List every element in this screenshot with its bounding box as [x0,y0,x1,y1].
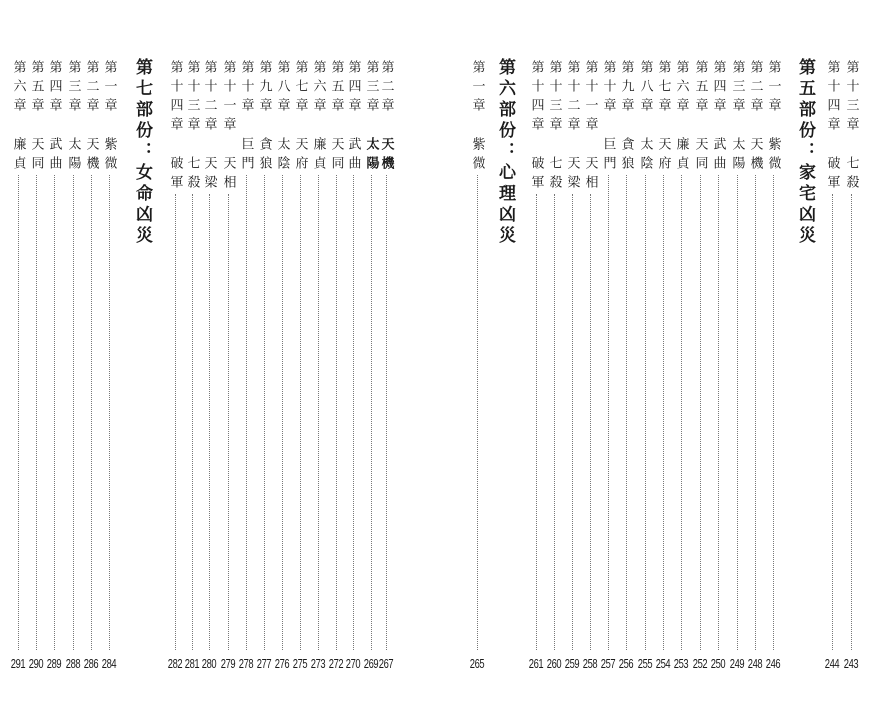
leader-dots [91,175,92,650]
chapter-number: 第二章 [83,60,99,117]
chapter-number: 第六章 [310,60,326,117]
chapter-number: 第三章 [65,60,81,117]
page-number: 250 [710,656,726,671]
toc-entry [581,60,599,650]
toc-entry [377,60,395,650]
chapter-number: 第五章 [28,60,44,117]
page-number: 291 [10,656,26,671]
page-number: 244 [824,656,840,671]
part-heading [796,58,818,251]
leader-dots [371,175,372,650]
toc-entry [45,60,63,650]
chapter-number: 第九章 [256,60,272,117]
toc-entry [764,60,782,650]
leader-dots [336,175,337,650]
chapter-number: 第二章 [378,60,394,117]
toc-entry [842,60,860,650]
page-number: 269 [363,656,379,671]
chapter-number: 第一章 [101,60,117,117]
toc-entry [728,60,746,650]
page-number: 276 [274,656,290,671]
leader-dots [737,175,738,650]
chapter-number: 第八章 [274,60,290,117]
chapter-title: 天府 [655,137,671,175]
chapter-title: 太陽 [65,137,81,175]
toc-entry [599,60,617,650]
chapter-number: 第十二章 [201,60,217,136]
chapter-title: 天機 [378,137,394,175]
toc-entry [691,60,709,650]
toc-entry [545,60,563,650]
leader-dots [572,194,573,650]
chapter-title: 破軍 [167,156,183,194]
leader-dots [73,175,74,650]
page-number: 289 [46,656,62,671]
leader-dots [318,175,319,650]
leader-dots [663,175,664,650]
toc-entry [219,60,237,650]
chapter-number: 第十四章 [528,60,544,136]
toc-entry [237,60,255,650]
part5-title: 第五部份：家宅凶災 [795,58,815,247]
page-number: 281 [184,656,200,671]
chapter-title: 破軍 [528,156,544,194]
chapter-title: 天機 [747,137,763,175]
chapter-number: 第十一章 [582,60,598,136]
toc-entry [823,60,841,650]
leader-dots [54,175,55,650]
chapter-number: 第十四章 [167,60,183,136]
leader-dots [590,194,591,650]
leader-dots [209,194,210,650]
chapter-title: 天機 [83,137,99,175]
toc-entry [344,60,362,650]
toc-entry [746,60,764,650]
chapter-number: 第十一章 [220,60,236,136]
page-number: 272 [328,656,344,671]
toc-entry [200,60,218,650]
toc-entry [327,60,345,650]
toc-entry [64,60,82,650]
chapter-number: 第五章 [692,60,708,117]
chapter-title: 武曲 [46,137,62,175]
chapter-number: 第三章 [729,60,745,117]
chapter-number: 第十三章 [843,60,859,136]
chapter-title: 破軍 [824,156,840,194]
toc-entry [709,60,727,650]
chapter-title: 七殺 [184,156,200,194]
leader-dots [851,194,852,650]
toc-entry [9,60,27,650]
toc-entry [468,60,486,650]
page-number: 258 [582,656,598,671]
toc-entry [166,60,184,650]
page-number: 246 [765,656,781,671]
toc-entry [291,60,309,650]
chapter-number: 第十三章 [184,60,200,136]
leader-dots [554,194,555,650]
chapter-title: 太陰 [274,137,290,175]
chapter-number: 第二章 [747,60,763,117]
chapter-number: 第三章 [363,60,379,117]
toc-entry [100,60,118,650]
page-number: 273 [310,656,326,671]
chapter-title: 廉貞 [673,137,689,175]
leader-dots [536,194,537,650]
leader-dots [353,175,354,650]
page-number: 249 [729,656,745,671]
chapter-number: 第一章 [469,60,485,117]
chapter-title: 天梁 [564,156,580,194]
chapter-title: 天同 [328,137,344,175]
leader-dots [755,175,756,650]
chapter-title: 巨門 [238,137,254,175]
page-number: 248 [747,656,763,671]
chapter-title: 七殺 [843,156,859,194]
part6-title: 第六部份：心理凶災 [495,58,515,247]
leader-dots [264,175,265,650]
leader-dots [773,175,774,650]
toc-entry [617,60,635,650]
toc-entry [654,60,672,650]
page-number: 259 [564,656,580,671]
leader-dots [386,175,387,650]
chapter-number: 第四章 [46,60,62,117]
chapter-title: 貪狼 [618,137,634,175]
chapter-number: 第五章 [328,60,344,117]
chapter-title: 天府 [292,137,308,175]
leader-dots [18,175,19,650]
chapter-number: 第十章 [238,60,254,117]
chapter-title: 天梁 [201,156,217,194]
leader-dots [246,175,247,650]
page-number: 267 [378,656,394,671]
part-heading [496,58,518,251]
leader-dots [718,175,719,650]
chapter-number: 第六章 [673,60,689,117]
toc-entry [255,60,273,650]
part7-title: 第七部份：女命凶災 [132,58,152,247]
chapter-title: 貪狼 [256,137,272,175]
leader-dots [477,175,478,650]
chapter-number: 第一章 [765,60,781,117]
chapter-title: 紫微 [765,137,781,175]
toc-entry [563,60,581,650]
chapter-number: 第七章 [292,60,308,117]
page-number: 257 [600,656,616,671]
toc-entry [183,60,201,650]
toc-entry [309,60,327,650]
page-number: 261 [528,656,544,671]
page-number: 279 [220,656,236,671]
chapter-title: 武曲 [710,137,726,175]
page-number: 275 [292,656,308,671]
page-number: 253 [673,656,689,671]
chapter-number: 第八章 [637,60,653,117]
chapter-title: 廉貞 [310,137,326,175]
chapter-number: 第九章 [618,60,634,117]
page-number: 265 [469,656,485,671]
chapter-title: 天同 [28,137,44,175]
leader-dots [645,175,646,650]
page-number: 256 [618,656,634,671]
leader-dots [832,194,833,650]
toc-entry [27,60,45,650]
leader-dots [175,194,176,650]
page-number: 254 [655,656,671,671]
leader-dots [700,175,701,650]
leader-dots [608,175,609,650]
page-number: 278 [238,656,254,671]
chapter-title: 紫微 [469,137,485,175]
chapter-title: 天同 [692,137,708,175]
chapter-number: 第四章 [345,60,361,117]
leader-dots [192,194,193,650]
chapter-title: 巨門 [600,137,616,175]
chapter-title: 太陽 [729,137,745,175]
chapter-title: 紫微 [101,137,117,175]
leader-dots [282,175,283,650]
page-number: 252 [692,656,708,671]
chapter-number: 第七章 [655,60,671,117]
chapter-title: 天相 [220,156,236,194]
page-number: 260 [546,656,562,671]
page-number: 290 [28,656,44,671]
leader-dots [228,194,229,650]
leader-dots [626,175,627,650]
chapter-number: 第四章 [710,60,726,117]
leader-dots [36,175,37,650]
page-number: 288 [65,656,81,671]
page-number: 282 [167,656,183,671]
page-number: 243 [843,656,859,671]
toc-entry [82,60,100,650]
chapter-number: 第六章 [10,60,26,117]
leader-dots [681,175,682,650]
chapter-title: 武曲 [345,137,361,175]
page-number: 277 [256,656,272,671]
toc-entry [672,60,690,650]
chapter-number: 第十章 [600,60,616,117]
chapter-title: 太陰 [637,137,653,175]
toc-entry [636,60,654,650]
leader-dots [300,175,301,650]
page-number: 280 [201,656,217,671]
page-number: 284 [101,656,117,671]
toc-entry [273,60,291,650]
chapter-title: 太陽 [363,137,379,175]
toc-entry [527,60,545,650]
chapter-title: 廉貞 [10,137,26,175]
page-number: 270 [345,656,361,671]
part-heading [133,58,155,251]
chapter-number: 第十三章 [546,60,562,136]
chapter-title: 七殺 [546,156,562,194]
chapter-number: 第十四章 [824,60,840,136]
page-number: 286 [83,656,99,671]
leader-dots [109,175,110,650]
page-number: 255 [637,656,653,671]
chapter-number: 第十二章 [564,60,580,136]
chapter-title: 天相 [582,156,598,194]
